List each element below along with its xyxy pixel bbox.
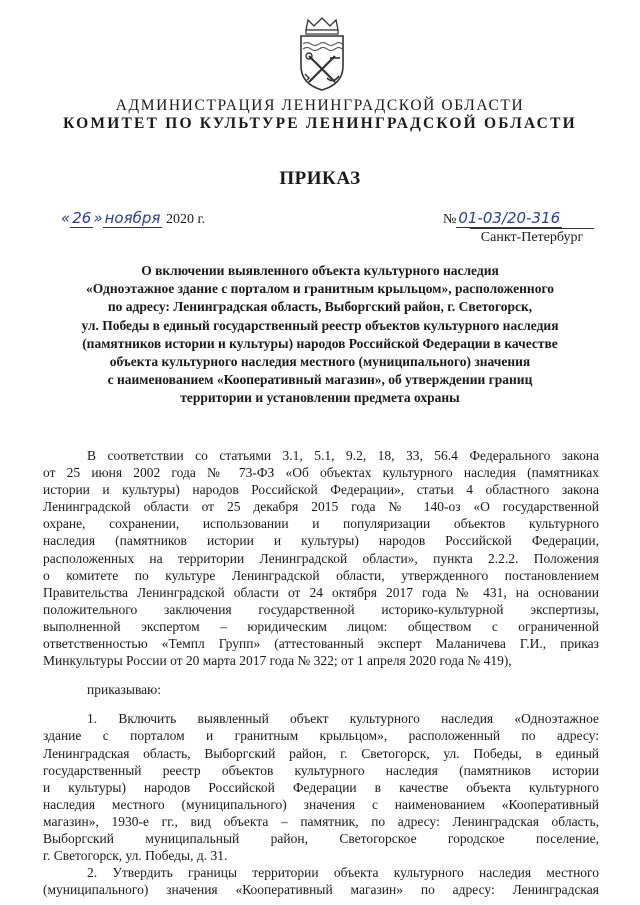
preamble-line: наследия (памятников истории и культуры) народов Российской Федерации,	[43, 533, 599, 549]
org-line-1: АДМИНИСТРАЦИЯ ЛЕНИНГРАДСКОЙ ОБЛАСТИ	[115, 97, 525, 114]
preamble-line: о комитете по культуре Ленинградской области, утвержденного постановлением	[43, 567, 599, 583]
title-line: объекта культурного наследия местного (муниципального) значения	[109, 354, 531, 370]
date-year: 2020 г.	[162, 212, 206, 227]
preamble-line: расположенных на территории Ленинградской области», пункта 2.2.2. Положения	[43, 550, 599, 566]
item-1-line: здание с порталом и гранитным крыльцом», расположенный по адресу:	[43, 728, 599, 744]
coat-of-arms-icon	[297, 16, 347, 92]
preamble-line: от 25 июня 2002 года № 73-ФЗ «Об объектах культурного наследия (памятниках	[43, 465, 599, 481]
order-title	[40, 262, 600, 408]
title-line: (памятников истории и культуры) народов Российской Федерации в качестве	[82, 335, 558, 351]
preamble-line: охране, сохранении, использовании и популяризации объектов культурного	[43, 516, 599, 532]
preamble-line: истории и культуры) народов Российской Федерации», статьи 4 областного закона	[43, 482, 599, 498]
title-line: «Одноэтажное здание с порталом и гранитным крыльцом», расположенного	[85, 281, 555, 297]
item-1-line: Ленинградская область, Выборгский район, г. Светогорск, ул. Победы, в единый	[43, 745, 599, 761]
number-sign: №	[443, 212, 457, 227]
item-1-line: наследия местного (муниципального) значения с наименованием «Кооперативный	[43, 796, 599, 812]
title-line: О включении выявленного объекта культурного наследия	[141, 263, 499, 278]
number-value: 01-03/20-316	[458, 209, 561, 227]
doc-date	[61, 209, 205, 228]
quote-open: «	[61, 209, 71, 227]
org-line-2: КОМИТЕТ ПО КУЛЬТУРЕ ЛЕНИНГРАДСКОЙ ОБЛАСТИ	[63, 115, 577, 132]
doc-place: Санкт-Петербург	[470, 228, 594, 246]
item-1-line: Выборгский муниципальный район, Светогорское городское поселение,	[43, 830, 599, 846]
preamble-line: В соответствии со статьями 3.1, 5.1, 9.2, 18, 33, 56.4 Федерального закона	[87, 448, 599, 463]
item-1-line: г. Светогорск, ул. Победы, д. 31.	[43, 848, 228, 864]
order-body	[43, 447, 599, 898]
date-day: 26	[72, 209, 92, 227]
title-line: территории и установлении предмета охраны	[180, 390, 460, 406]
order-word: приказываю:	[87, 682, 161, 698]
title-line: ул. Победы в единый государственный реестр объектов культурного наследия	[81, 317, 559, 333]
item-2-line: (муниципального) значения «Кооперативный магазин» по адресу: Ленинградская	[43, 882, 599, 898]
preamble-line: положительного заключения государственной историко-культурной экспертизы,	[43, 601, 599, 617]
preamble-line: Правительства Ленинградской области от 24 октября 2017 года № 431, на основании	[43, 584, 599, 600]
title-line: с наименованием «Кооперативный магазин», об утверждении границ	[107, 372, 533, 388]
title-line: по адресу: Ленинградская область, Выборгский район, г. Светогорск,	[107, 299, 533, 315]
preamble-line: ответственностью «Темпл Групп» (аттестованный эксперт Маланичева Г.И., приказ	[43, 636, 599, 652]
item-1-line: 1. Включить выявленный объект культурного наследия «Одноэтажное	[87, 711, 599, 727]
doc-number	[443, 209, 562, 228]
item-2-line: 2. Утвердить границы территории объекта культурного наследия местного	[87, 865, 599, 881]
date-month: ноября	[104, 209, 161, 227]
preamble-line: Ленинградской области от 25 декабря 2015 года № 140-оз «О государственной	[43, 499, 599, 515]
preamble-line: Минкультуры России от 20 марта 2017 года № 322; от 1 апреля 2020 года № 419),	[43, 653, 512, 669]
item-1-line: государственный реестр объектов культурного наследия (памятников истории	[43, 762, 599, 778]
quote-close: »	[93, 209, 103, 227]
item-1-line: и культуры) народов Российской Федерации в качестве объекта культурного	[43, 779, 599, 795]
preamble-line: выполненной экспертом – юридическим лицом: обществом с ограниченной	[43, 618, 599, 634]
item-1-line: магазин», 1930-е гг., вид объекта – памятник, по адресу: Ленинградская область,	[43, 813, 599, 829]
doc-type-heading: ПРИКАЗ	[279, 168, 361, 189]
